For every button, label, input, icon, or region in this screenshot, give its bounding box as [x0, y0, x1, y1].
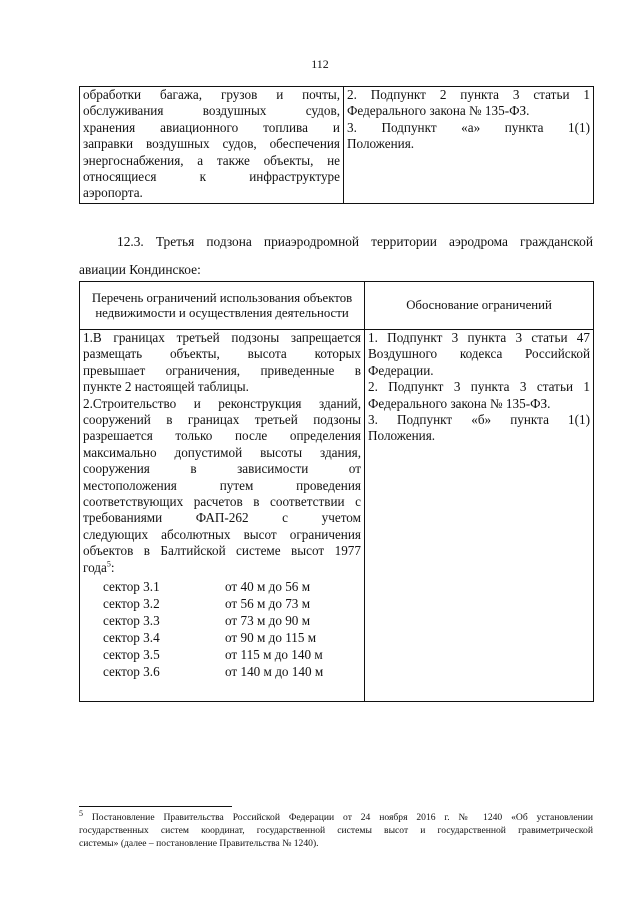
justification-cell: [365, 330, 594, 702]
text-line: максимально допустимой высоты здания,: [83, 444, 361, 460]
footnote-line: системы» (далее – постановление Правительства № 1240).: [79, 838, 319, 849]
page-number: 112: [311, 57, 329, 71]
sector-range: от 73 м до 90 м: [225, 613, 311, 629]
sector-name: сектор 3.1: [103, 579, 160, 595]
text-line: [83, 560, 361, 576]
paragraph-line: авиации Кондинское:: [79, 262, 201, 277]
text-line: хранения авиационного топлива и: [83, 119, 340, 135]
text-line: 2. Подпункт 2 пункта 3 статьи 1: [347, 87, 590, 102]
table-header-row: [80, 282, 594, 330]
sector-range: от 90 м до 115 м: [225, 630, 317, 646]
sector-list: [83, 578, 361, 680]
footnote: [79, 808, 593, 850]
text-line: относящиеся к инфраструктуре: [83, 169, 340, 185]
text-line: сооружения в зависимости от: [83, 461, 361, 477]
text-line: местоположения путем проведения: [83, 477, 361, 493]
text-line: Положения.: [347, 136, 415, 152]
text-line: обслуживания воздушных судов,: [83, 103, 340, 119]
text-line: 2.Строительство и реконструкция зданий,: [83, 395, 361, 411]
list-item: [83, 578, 361, 595]
text-line: следующих абсолютных высот ограничения: [83, 526, 361, 542]
list-item: [83, 646, 361, 663]
paragraph-line: 12.3. Третья подзона приаэродромной территории аэродрома гражданской: [117, 234, 593, 249]
text-line: соответствующих расчетов в соответствии с: [83, 494, 361, 510]
continued-restrictions-table: [79, 86, 594, 204]
footnote-line: государственных систем координат, государственной системы высот и государственной гравиметрической: [79, 825, 593, 836]
third-subzone-restrictions-table: [79, 281, 594, 702]
year-word: года: [83, 559, 107, 575]
text-line: разрешается только после определения: [83, 428, 361, 444]
text-line: 3. Подпункт «а» пункта 1(1): [347, 119, 590, 135]
text-line: заправки воздушных судов, обеспечения: [83, 136, 340, 152]
footnote-number: 5: [79, 808, 83, 818]
text-line: Федерального закона № 135-ФЗ.: [347, 103, 530, 119]
list-item: [83, 663, 361, 680]
text-line: 3. Подпункт «б» пункта 1(1): [368, 412, 590, 428]
text-line: Федерального закона № 135-ФЗ.: [368, 395, 551, 411]
text-line: размещать объекты, высота которых: [83, 346, 361, 362]
text-line: энергоснабжения, а также объекты, не: [83, 152, 340, 168]
colon: :: [110, 559, 115, 575]
section-heading-paragraph: [79, 228, 593, 284]
sector-name: сектор 3.5: [103, 647, 160, 663]
list-item: [83, 629, 361, 646]
list-item: [83, 595, 361, 612]
sector-name: сектор 3.2: [103, 596, 160, 612]
text-line: сооружений в границах третьей подзоны: [83, 412, 361, 428]
text-line: обработки багажа, грузов и почты,: [83, 87, 340, 102]
text-line: Воздушного кодекса Российской: [368, 346, 590, 362]
sector-name: сектор 3.4: [103, 630, 160, 646]
sector-name: сектор 3.6: [103, 664, 160, 680]
sector-range: от 115 м до 140 м: [225, 647, 323, 663]
text-line: 1. Подпункт 3 пункта 3 статьи 47: [368, 330, 590, 345]
text-line: Федерации.: [368, 362, 434, 378]
sector-name: сектор 3.3: [103, 613, 160, 629]
text-line: 1.В границах третьей подзоны запрещается: [83, 330, 361, 345]
sector-range: от 56 м до 73 м: [225, 596, 311, 612]
list-item: [83, 612, 361, 629]
header-restrictions: Перечень ограничений использования объектов недвижимости и осуществления деятельности: [80, 282, 365, 330]
justification-cell: [344, 87, 594, 204]
table-row: [80, 330, 594, 702]
footnote-line: $^5$ Постановление Правительства Российской Федерации от 24 ноября 2016 г. № 1240 «Об установлении: [79, 808, 593, 823]
text-line: требованиями ФАП-262 с учетом: [83, 510, 361, 526]
text-line: превышает ограничения, приведенные в: [83, 362, 361, 378]
restrictions-cell: [80, 330, 365, 702]
footnote-divider: [79, 806, 232, 807]
text-line: аэропорта.: [83, 185, 143, 201]
sector-range: от 40 м до 56 м: [225, 579, 311, 595]
text-line: 2. Подпункт 3 пункта 3 статьи 1: [368, 379, 590, 395]
text-line: Положения.: [368, 428, 436, 444]
text-line: пункте 2 настоящей таблицы.: [83, 379, 249, 395]
table-row: [80, 87, 594, 204]
sector-range: от 140 м до 140 м: [225, 664, 324, 680]
header-justification: Обоснование ограничений: [365, 282, 594, 330]
restrictions-cell: [80, 87, 344, 204]
text-line: объектов в Балтийской системе высот 1977: [83, 543, 361, 559]
footnote-marker: 5: [106, 559, 111, 569]
